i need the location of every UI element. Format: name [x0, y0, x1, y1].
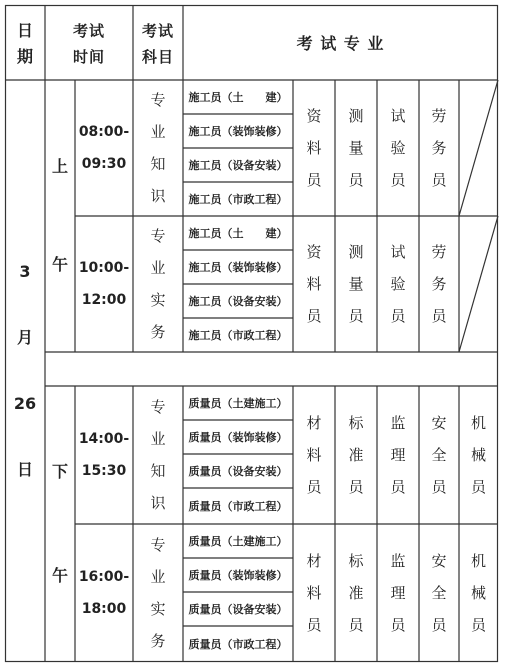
- header-time: 考试 时间: [72, 22, 105, 66]
- role-cell: 质量员（市政工程）: [188, 500, 288, 513]
- major-cell: 标 准 员: [348, 414, 364, 496]
- role-cell: 施工员（市政工程）: [188, 193, 288, 206]
- major-cell: 试 验 员: [390, 243, 406, 325]
- role-cell: 质量员（装饰装修）: [188, 569, 288, 582]
- session-subject: 专 业 知 识: [150, 398, 166, 512]
- role-cell: 质量员（设备安装）: [188, 603, 288, 616]
- header-date: 日 期: [16, 21, 33, 66]
- session-time: 08:00- 09:30: [78, 124, 130, 172]
- session-time: 10:00- 12:00: [78, 260, 130, 308]
- role-cell: 质量员（市政工程）: [188, 638, 288, 651]
- major-cell: 测 量 员: [348, 243, 364, 325]
- half-am: 上 午: [51, 157, 68, 274]
- half-pm: 下 午: [51, 462, 68, 585]
- header-major: 考 试 专 业: [296, 34, 385, 53]
- header-subject: 考试 科目: [141, 22, 174, 66]
- major-cell: 机 械 员: [470, 552, 486, 634]
- role-cell: 施工员（装饰装修）: [188, 125, 288, 138]
- role-cell: 质量员（土建施工）: [188, 397, 288, 410]
- session-time: 14:00- 15:30: [78, 431, 130, 479]
- empty-cell-diagonal: [459, 216, 498, 352]
- major-cell: 测 量 员: [348, 107, 364, 189]
- session-time: 16:00- 18:00: [78, 569, 130, 617]
- session-subject: 专 业 实 务: [150, 227, 166, 341]
- major-cell: 机 械 员: [470, 414, 486, 496]
- role-cell: 施工员（设备安装）: [188, 159, 288, 172]
- major-cell: 材 料 员: [306, 414, 322, 496]
- major-cell: 监 理 员: [390, 552, 406, 634]
- role-cell: 施工员（土 建）: [188, 91, 288, 104]
- date-cell: 3 月 26 日: [13, 262, 37, 479]
- major-cell: 资 料 员: [306, 107, 322, 189]
- major-cell: 劳 务 员: [431, 243, 447, 325]
- session-subject: 专 业 实 务: [150, 536, 166, 650]
- major-cell: 监 理 员: [390, 414, 406, 496]
- role-cell: 施工员（市政工程）: [188, 329, 288, 342]
- session-subject: 专 业 知 识: [150, 91, 166, 205]
- major-cell: 安 全 员: [431, 414, 447, 496]
- role-cell: 质量员（土建施工）: [188, 535, 288, 548]
- major-cell: 试 验 员: [390, 107, 406, 189]
- role-cell: 施工员（设备安装）: [188, 295, 288, 308]
- major-cell: 标 准 员: [348, 552, 364, 634]
- role-cell: 质量员（装饰装修）: [188, 431, 288, 444]
- role-cell: 施工员（装饰装修）: [188, 261, 288, 274]
- role-cell: 施工员（土 建）: [188, 227, 288, 240]
- major-cell: 安 全 员: [431, 552, 447, 634]
- role-cell: 质量员（设备安装）: [188, 465, 288, 478]
- major-cell: 材 料 员: [306, 552, 322, 634]
- major-cell: 劳 务 员: [431, 107, 447, 189]
- major-cell: 资 料 员: [306, 243, 322, 325]
- empty-cell-diagonal: [459, 80, 498, 216]
